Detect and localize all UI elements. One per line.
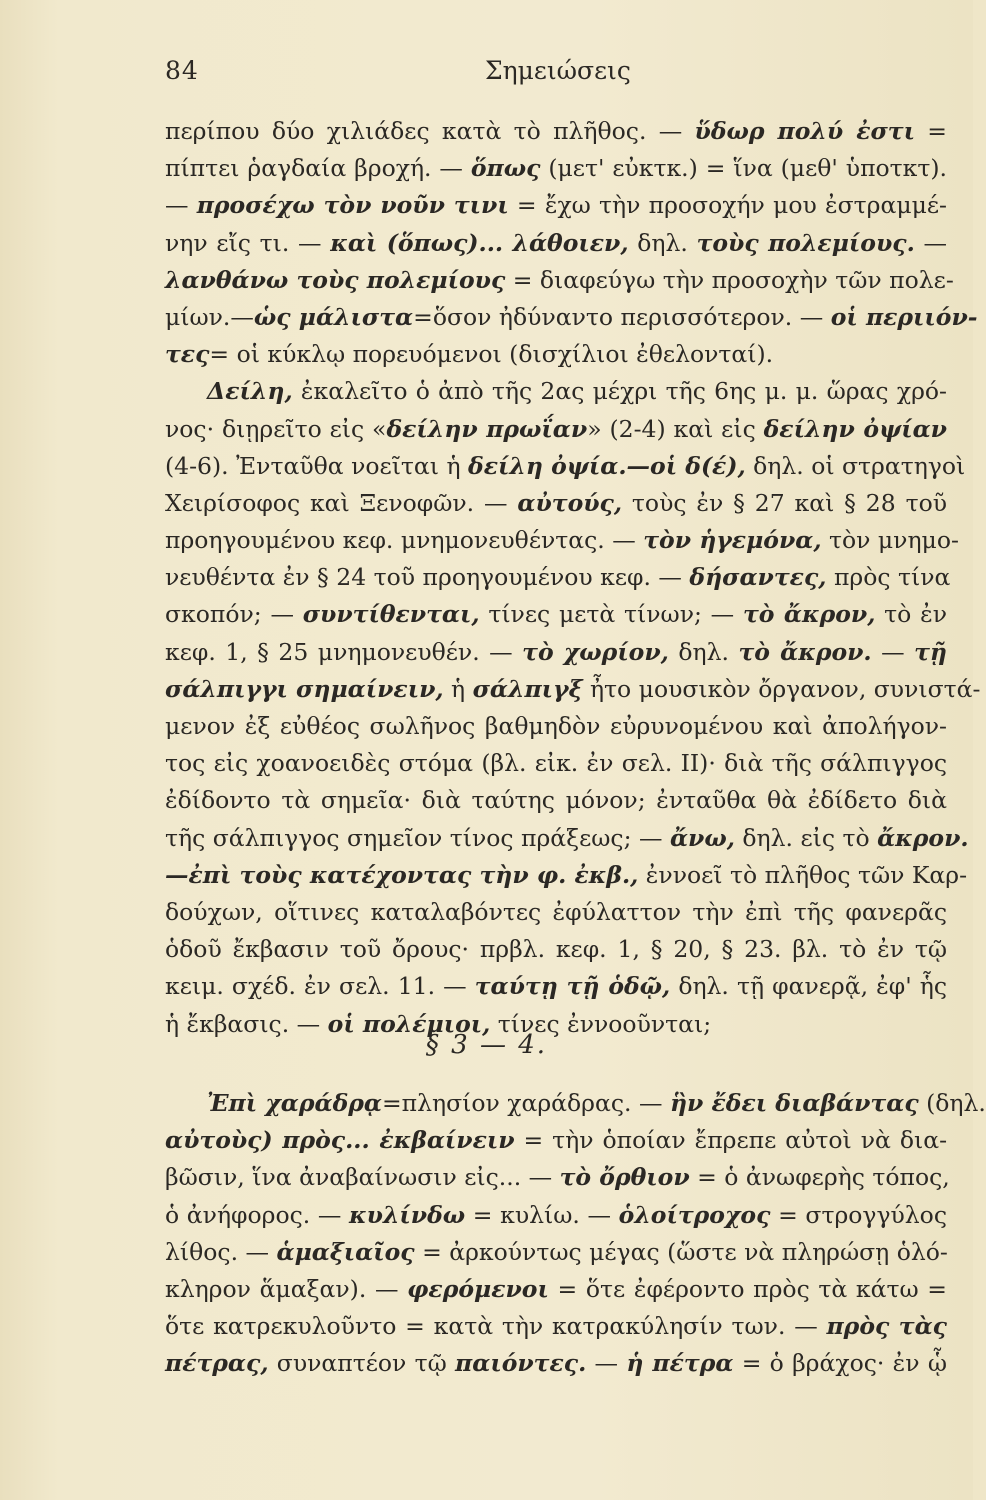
lemma: τῇ: [914, 637, 947, 666]
lemma: σάλπιγγι σημαίνειν,: [165, 674, 444, 703]
gloss-text: ὅτε κατρεκυλοῦντο = κατὰ τὴν κατρακύλησίν των. —: [165, 1312, 827, 1341]
gloss-text: —: [914, 228, 947, 257]
lemma: σάλπιγξ: [472, 674, 583, 703]
gloss-text: ἡ ἔκβασις. —: [165, 1009, 328, 1038]
text-line: [165, 596, 947, 633]
gloss-text: βῶσιν, ἵνα ἀναβαίνωσιν εἰς... —: [165, 1163, 560, 1192]
lemma: καὶ (ὅπως)... λάθοιεν,: [330, 228, 629, 257]
lemma: ἣν ἔδει διαβάντας: [669, 1089, 919, 1117]
text-line: [165, 1197, 947, 1234]
lemma: Ἐπὶ χαράδρᾳ: [207, 1089, 382, 1117]
text-line: [165, 1122, 947, 1159]
gloss-text: ὁ ἀνήφορος. —: [165, 1200, 350, 1229]
gloss-text: τῆς σάλπιγγος σημεῖον τίνος πράξεως; —: [165, 823, 670, 852]
text-line: [165, 299, 978, 336]
gloss-text: λίθος. —: [165, 1237, 277, 1266]
gloss-text: δηλ.: [628, 228, 697, 257]
text-line: [165, 745, 947, 782]
text-line: [165, 448, 966, 485]
commentary-text-2: [165, 1085, 986, 1383]
gloss-text: τος εἰς χοανοειδὲς στόμα (βλ. εἰκ. ἐν σελ. II)· διὰ τῆς σάλπιγγος: [165, 749, 947, 778]
lemma: τὸ ἄκρον,: [742, 600, 876, 629]
lemma: ὕδωρ πολύ ἐστι: [694, 117, 915, 145]
gloss-text: τὸν μνημο-: [821, 526, 959, 555]
lemma: ταύτῃ τῇ ὁδῷ,: [474, 972, 671, 1001]
gloss-text: = ἀρκούντως μέγας (ὥστε νὰ πληρώσῃ ὁλό-: [414, 1237, 948, 1266]
gloss-text: πίπτει ῥαγδαία βροχή. —: [165, 154, 471, 183]
lemma: τες: [165, 340, 210, 369]
gloss-text: (δηλ.: [918, 1089, 986, 1117]
text-line: [165, 708, 947, 745]
text-line: [165, 150, 947, 187]
gloss-text: = ἔχω τὴν προσοχήν μου ἐστραμμέ-: [508, 191, 947, 220]
text-line: [165, 968, 947, 1005]
gloss-text: =ὅσον ἠδύναντο περισσότερον. —: [413, 302, 831, 331]
lemma: τὸν ἡγεμόνα,: [643, 526, 822, 555]
gloss-text: —: [165, 191, 197, 220]
gloss-text: περίπου δύο χιλιάδες κατὰ τὸ πλῆθος. —: [165, 117, 695, 145]
gloss-text: δηλ. τῇ φανερᾷ, ἐφ' ἧς: [670, 972, 948, 1001]
gloss-text: ὁδοῦ ἔκβασιν τοῦ ὄρους· πρβλ. κεφ. 1, § 20, § 23. βλ. τὸ ἐν τῷ: [165, 935, 947, 964]
text-line: [165, 894, 947, 931]
text-line: [165, 1234, 947, 1271]
lemma: Δείλη,: [207, 377, 293, 406]
gloss-text: = ὅτε ἐφέροντο πρὸς τὰ κάτω =: [548, 1274, 947, 1303]
gloss-text: (4-6). Ἐνταῦθα νοεῖται ἡ: [165, 451, 469, 480]
lemma: ἄκρον.: [877, 823, 969, 852]
gloss-text: μίων.—: [165, 302, 254, 331]
gloss-text: τὸ ἐν: [875, 600, 947, 629]
lemma: τοὺς πολεμίους.: [696, 228, 915, 257]
gloss-text: ἐκαλεῖτο ὁ ἀπὸ τῆς 2ας μέχρι τῆς 6ης μ. μ. ὥρας χρό-: [292, 377, 947, 406]
gloss-text: δηλ. εἰς τὸ: [734, 823, 878, 852]
gloss-text: (μετ' εὐκτκ.) = ἵνα (μεθ' ὑποτκτ).: [540, 154, 947, 183]
lemma: αὐτούς,: [517, 488, 623, 517]
text-line: [165, 1271, 947, 1308]
lemma: τὸ χωρίον,: [522, 637, 669, 666]
lemma: παιόντες.: [455, 1349, 587, 1378]
text-line: [165, 931, 947, 968]
lemma: αὐτοὺς) πρὸς... ἐκβαίνειν: [165, 1126, 515, 1155]
running-head: Σημειώσεις: [485, 56, 631, 85]
gloss-text: = οἱ κύκλῳ πορευόμενοι (δισχίλιοι ἐθελονταί).: [209, 340, 774, 369]
paragraph-3: [165, 1085, 986, 1383]
gloss-text: ἐδίδοντο τὰ σημεῖα· διὰ ταύτης μόνον; ἐνταῦθα θὰ ἐδίδετο διὰ: [165, 786, 947, 815]
lemma: φερόμενοι: [407, 1274, 549, 1303]
gloss-text: =πλησίον χαράδρας. —: [381, 1089, 670, 1117]
gloss-text: Χειρίσοφος καὶ Ξενοφῶν. —: [165, 488, 518, 517]
lemma: ὡς μάλιστα: [253, 302, 414, 331]
gloss-text: δούχων, οἵτινες καταλαβόντες ἐφύλαττον τὴν ἐπὶ τῆς φανερᾶς: [165, 897, 947, 926]
lemma: —ἐπὶ τοὺς κατέχοντας τὴν φ. ἐκβ.,: [165, 860, 639, 889]
gloss-text: δηλ.: [668, 637, 739, 666]
gloss-text: τίνες μετὰ τίνων; —: [479, 600, 743, 629]
lemma: οἱ περιιόν-: [830, 302, 978, 331]
text-line: [165, 559, 951, 596]
gloss-text: νος· διῃρεῖτο εἰς «: [165, 414, 387, 443]
lemma: οἱ πολέμιοι,: [327, 1009, 491, 1038]
text-line: [165, 373, 947, 410]
text-line: [165, 113, 947, 150]
text-line: [165, 262, 954, 299]
gloss-text: συναπτέον τῷ: [268, 1349, 456, 1378]
text-line: [165, 485, 947, 522]
text-line: [165, 1308, 947, 1345]
text-line: [165, 820, 969, 857]
gloss-text: νην εἴς τι. —: [165, 228, 331, 257]
lemma: δείλη ὀψία.—οἱ δ(έ),: [468, 451, 746, 480]
gloss-text: προηγουμένου κεφ. μνημονευθέντας. —: [165, 526, 644, 555]
gloss-text: = τὴν ὁποίαν ἔπρεπε αὐτοὶ νὰ δια-: [514, 1126, 948, 1155]
lemma: λανθάνω τοὺς πολεμίους: [165, 265, 506, 294]
gloss-text: κειμ. σχέδ. ἐν σελ. 11. —: [165, 972, 475, 1001]
gloss-text: —: [871, 637, 915, 666]
gloss-text: πρὸς τίνα: [826, 563, 951, 592]
gloss-text: νευθέντα ἐν § 24 τοῦ προηγουμένου κεφ. —: [165, 563, 690, 592]
lemma: συντίθενται,: [302, 600, 480, 629]
text-line: [165, 1159, 950, 1196]
gloss-text: δηλ. οἱ στρατηγοὶ: [745, 451, 966, 480]
page-header: [165, 50, 935, 98]
text-line: [165, 671, 981, 708]
gloss-text: = ὁ βράχος· ἐν ᾧ: [733, 1349, 947, 1378]
paragraph-2: [165, 373, 981, 1042]
lemma: τὸ ὄρθιον: [559, 1163, 690, 1192]
text-line: [165, 1085, 986, 1122]
gloss-text: ἦτο μουσικὸν ὄργανον, συνιστά-: [582, 674, 981, 703]
text-line: [165, 522, 959, 559]
text-line: [165, 336, 947, 373]
section-heading: § 3 — 4.: [425, 1030, 548, 1060]
gloss-text: = διαφεύγω τὴν προσοχὴν τῶν πολε-: [505, 265, 954, 294]
text-line: [165, 634, 947, 671]
text-line: [165, 225, 947, 262]
lemma: τὸ ἄκρον.: [738, 637, 872, 666]
lemma: ἁμαξιαῖος: [276, 1237, 415, 1266]
gloss-text: κεφ. 1, § 25 μνημονευθέν. —: [165, 637, 523, 666]
lemma: δήσαντες,: [689, 563, 827, 592]
text-line: [165, 857, 968, 894]
lemma: δείλην ὀψίαν: [763, 414, 947, 443]
gloss-text: κληρον ἅμαξαν). —: [165, 1274, 408, 1303]
gloss-text: μενον ἐξ εὐθέος σωλῆνος βαθμηδὸν εὐρυνομένου καὶ ἀπολήγον-: [165, 712, 947, 740]
text-line: [165, 1345, 947, 1382]
lemma: ἄνω,: [669, 823, 735, 852]
gloss-text: = στρογγύλος: [770, 1200, 947, 1229]
gloss-text: —: [586, 1349, 627, 1378]
gloss-text: τοὺς ἐν § 27 καὶ § 28 τοῦ: [622, 488, 947, 517]
lemma: ὅπως: [470, 154, 541, 183]
gloss-text: σκοπόν; —: [165, 600, 303, 629]
lemma: κυλίνδω: [349, 1200, 466, 1229]
gloss-text: τίνες ἐννοοῦνται;: [490, 1009, 712, 1038]
lemma: ὁλοίτροχος: [618, 1200, 771, 1229]
text-line: [165, 411, 947, 448]
gloss-text: ἡ: [443, 674, 473, 703]
gloss-text: = ὁ ἀνωφερὴς τόπος,: [689, 1163, 950, 1192]
page-number: 84: [165, 56, 199, 85]
gloss-text: » (2-4) καὶ εἰς: [587, 414, 764, 443]
lemma: πρὸς τὰς: [826, 1312, 947, 1341]
commentary-text: [165, 113, 981, 1043]
text-line: [165, 187, 947, 224]
lemma: δείλην πρωΐαν: [386, 414, 588, 443]
lemma: ἡ πέτρα: [626, 1349, 734, 1378]
gloss-text: =: [915, 117, 947, 145]
lemma: προσέχω τὸν νοῦν τινι: [196, 191, 509, 220]
gloss-text: = κυλίω. —: [465, 1200, 619, 1229]
gloss-text: ἐννοεῖ τὸ πλῆθος τῶν Καρ-: [638, 860, 968, 889]
lemma: πέτρας,: [165, 1349, 269, 1378]
text-line: [165, 782, 947, 819]
paragraph-1: [165, 113, 978, 373]
